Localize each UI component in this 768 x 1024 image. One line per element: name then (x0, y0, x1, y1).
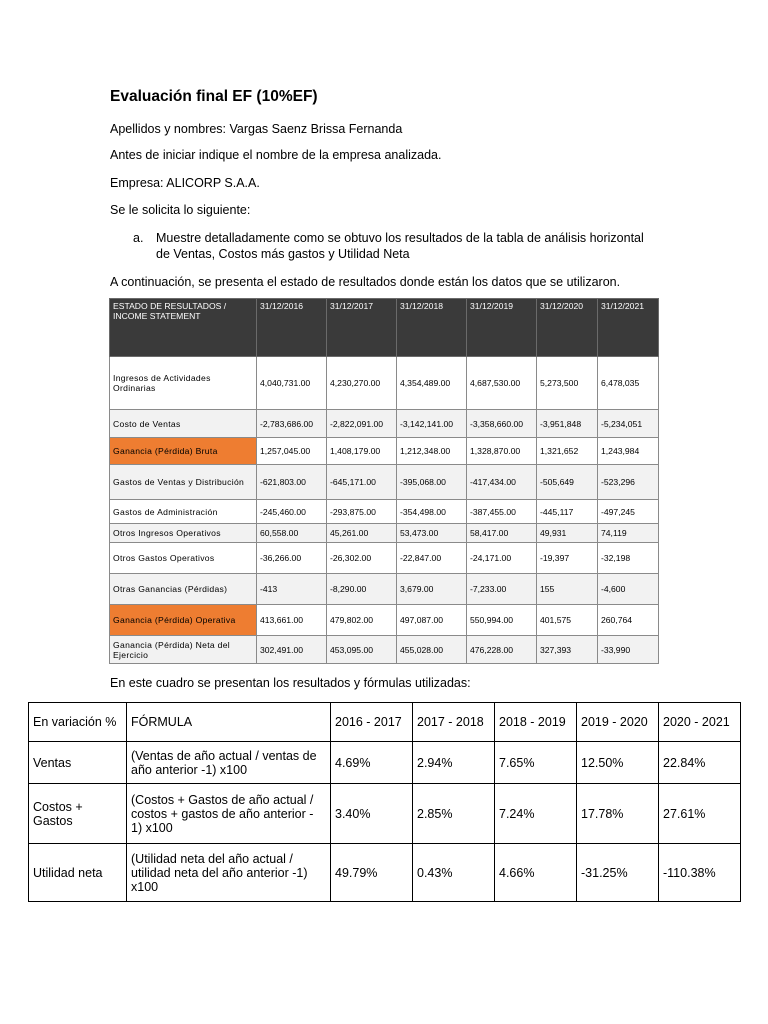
income-cell: 455,028.00 (397, 636, 467, 664)
income-cell: -24,171.00 (467, 543, 537, 574)
income-cell: 302,491.00 (257, 636, 327, 664)
income-cell: 327,393 (537, 636, 598, 664)
results-header-cell: 2018 - 2019 (495, 703, 577, 742)
income-row-label: Gastos de Administración (110, 500, 257, 524)
income-date: 31/12/2020 (537, 299, 598, 357)
results-header-cell: FÓRMULA (127, 703, 331, 742)
results-header-cell: 2017 - 2018 (413, 703, 495, 742)
income-row-label: Otros Gastos Operativos (110, 543, 257, 574)
income-date: 31/12/2018 (397, 299, 467, 357)
income-cell: -33,990 (598, 636, 659, 664)
results-value: 0.43% (413, 844, 495, 902)
income-cell: -417,434.00 (467, 465, 537, 500)
income-cell: 49,931 (537, 524, 598, 543)
income-cell: -497,245 (598, 500, 659, 524)
income-cell: -4,600 (598, 574, 659, 605)
income-cell: -3,358,660.00 (467, 410, 537, 438)
results-value: 4.66% (495, 844, 577, 902)
income-statement-table (109, 298, 659, 664)
income-cell: -19,397 (537, 543, 598, 574)
results-header-cell: 2016 - 2017 (331, 703, 413, 742)
income-cell: 1,408,179.00 (327, 438, 397, 465)
results-row (29, 784, 741, 844)
income-row (110, 574, 659, 605)
income-cell: -445,117 (537, 500, 598, 524)
income-cell: -32,198 (598, 543, 659, 574)
income-cell: -2,822,091.00 (327, 410, 397, 438)
results-value: 7.65% (495, 742, 577, 784)
income-cell: 413,661.00 (257, 605, 327, 636)
income-row-label: Ganancia (Pérdida) Neta del Ejercicio (110, 636, 257, 664)
results-value: -31.25% (577, 844, 659, 902)
income-row-label: Costo de Ventas (110, 410, 257, 438)
income-cell: -5,234,051 (598, 410, 659, 438)
income-date: 31/12/2019 (467, 299, 537, 357)
results-concept: Ventas (29, 742, 127, 784)
income-row (110, 465, 659, 500)
results-formula: (Utilidad neta del año actual / utilidad neta del año anterior -1) x100 (127, 844, 331, 902)
income-cell: 4,687,530.00 (467, 357, 537, 410)
income-cell: -395,068.00 (397, 465, 467, 500)
income-cell: 45,261.00 (327, 524, 397, 543)
income-cell: 60,558.00 (257, 524, 327, 543)
income-cell: 58,417.00 (467, 524, 537, 543)
income-cell: -3,951,848 (537, 410, 598, 438)
income-cell: 1,212,348.00 (397, 438, 467, 465)
request-text: Se le solicita lo siguiente: (110, 203, 251, 217)
student-name: Apellidos y nombres: Vargas Saenz Brissa Fernanda (110, 122, 403, 136)
income-cell: -7,233.00 (467, 574, 537, 605)
income-cell: -3,142,141.00 (397, 410, 467, 438)
results-formula: (Costos + Gastos de año actual / costos + gastos de año anterior - 1) x100 (127, 784, 331, 844)
income-cell: 1,243,984 (598, 438, 659, 465)
income-cell: -523,296 (598, 465, 659, 500)
income-cell: 5,273,500 (537, 357, 598, 410)
income-row-label: Otros Ingresos Operativos (110, 524, 257, 543)
income-cell: 4,354,489.00 (397, 357, 467, 410)
results-value: 4.69% (331, 742, 413, 784)
income-row (110, 636, 659, 664)
income-date: 31/12/2016 (257, 299, 327, 357)
income-header-label: ESTADO DE RESULTADOS / INCOME STATEMENT (110, 299, 257, 357)
income-cell: 4,040,731.00 (257, 357, 327, 410)
income-cell: 155 (537, 574, 598, 605)
results-value: 22.84% (659, 742, 741, 784)
income-cell: 1,328,870.00 (467, 438, 537, 465)
income-cell: -26,302.00 (327, 543, 397, 574)
income-cell: -36,266.00 (257, 543, 327, 574)
results-value: 2.94% (413, 742, 495, 784)
income-row (110, 410, 659, 438)
results-concept: Utilidad neta (29, 844, 127, 902)
income-row (110, 500, 659, 524)
income-row-label: Gastos de Ventas y Distribución (110, 465, 257, 500)
income-cell: 479,802.00 (327, 605, 397, 636)
income-cell: 497,087.00 (397, 605, 467, 636)
income-date: 31/12/2017 (327, 299, 397, 357)
income-cell: -645,171.00 (327, 465, 397, 500)
income-cell: 476,228.00 (467, 636, 537, 664)
income-row (110, 438, 659, 465)
income-cell: 3,679.00 (397, 574, 467, 605)
task-letter: a. (133, 231, 144, 245)
income-row (110, 605, 659, 636)
income-cell: -413 (257, 574, 327, 605)
results-value: 3.40% (331, 784, 413, 844)
statement-intro: A continuación, se presenta el estado de resultados donde están los datos que se utilizaron. (110, 275, 621, 289)
income-cell: -354,498.00 (397, 500, 467, 524)
income-cell: 260,764 (598, 605, 659, 636)
results-row (29, 742, 741, 784)
income-cell: 4,230,270.00 (327, 357, 397, 410)
results-intro: En este cuadro se presentan los resultados y fórmulas utilizadas: (110, 676, 471, 690)
results-header-row (29, 703, 741, 742)
income-cell: -22,847.00 (397, 543, 467, 574)
company-name: Empresa: ALICORP S.A.A. (110, 176, 260, 190)
income-cell: -505,649 (537, 465, 598, 500)
results-header-cell: 2020 - 2021 (659, 703, 741, 742)
income-cell: 401,575 (537, 605, 598, 636)
income-row-label: Ganancia (Pérdida) Bruta (110, 438, 257, 465)
income-cell: -245,460.00 (257, 500, 327, 524)
income-cell: 550,994.00 (467, 605, 537, 636)
results-value: 27.61% (659, 784, 741, 844)
results-formula: (Ventas de año actual / ventas de año anterior -1) x100 (127, 742, 331, 784)
results-header-cell: En variación % (29, 703, 127, 742)
task-text: Muestre detalladamente como se obtuvo los resultados de la tabla de análisis horizontal de Ventas, Costos más gastos y Utilidad Neta (156, 231, 644, 261)
income-row-label: Ingresos de Actividades Ordinarias (110, 357, 257, 410)
income-header-row (110, 299, 659, 357)
results-value: 49.79% (331, 844, 413, 902)
income-row (110, 524, 659, 543)
income-cell: 53,473.00 (397, 524, 467, 543)
income-cell: 453,095.00 (327, 636, 397, 664)
income-cell: -387,455.00 (467, 500, 537, 524)
income-cell: 1,257,045.00 (257, 438, 327, 465)
results-value: 2.85% (413, 784, 495, 844)
results-value: 17.78% (577, 784, 659, 844)
income-cell: 74,119 (598, 524, 659, 543)
results-value: 12.50% (577, 742, 659, 784)
income-row-label: Ganancia (Pérdida) Operativa (110, 605, 257, 636)
instruction-text: Antes de iniciar indique el nombre de la empresa analizada. (110, 148, 442, 162)
income-row-label: Otras Ganancias (Pérdidas) (110, 574, 257, 605)
income-row (110, 543, 659, 574)
income-cell: -621,803.00 (257, 465, 327, 500)
results-value: 7.24% (495, 784, 577, 844)
income-cell: 6,478,035 (598, 357, 659, 410)
results-concept: Costos + Gastos (29, 784, 127, 844)
results-table (28, 702, 741, 902)
results-row (29, 844, 741, 902)
income-row (110, 357, 659, 410)
income-cell: -2,783,686.00 (257, 410, 327, 438)
document-title: Evaluación final EF (10%EF) (110, 88, 318, 105)
results-header-cell: 2019 - 2020 (577, 703, 659, 742)
income-date: 31/12/2021 (598, 299, 659, 357)
income-cell: -293,875.00 (327, 500, 397, 524)
income-cell: 1,321,652 (537, 438, 598, 465)
results-value: -110.38% (659, 844, 741, 902)
income-cell: -8,290.00 (327, 574, 397, 605)
